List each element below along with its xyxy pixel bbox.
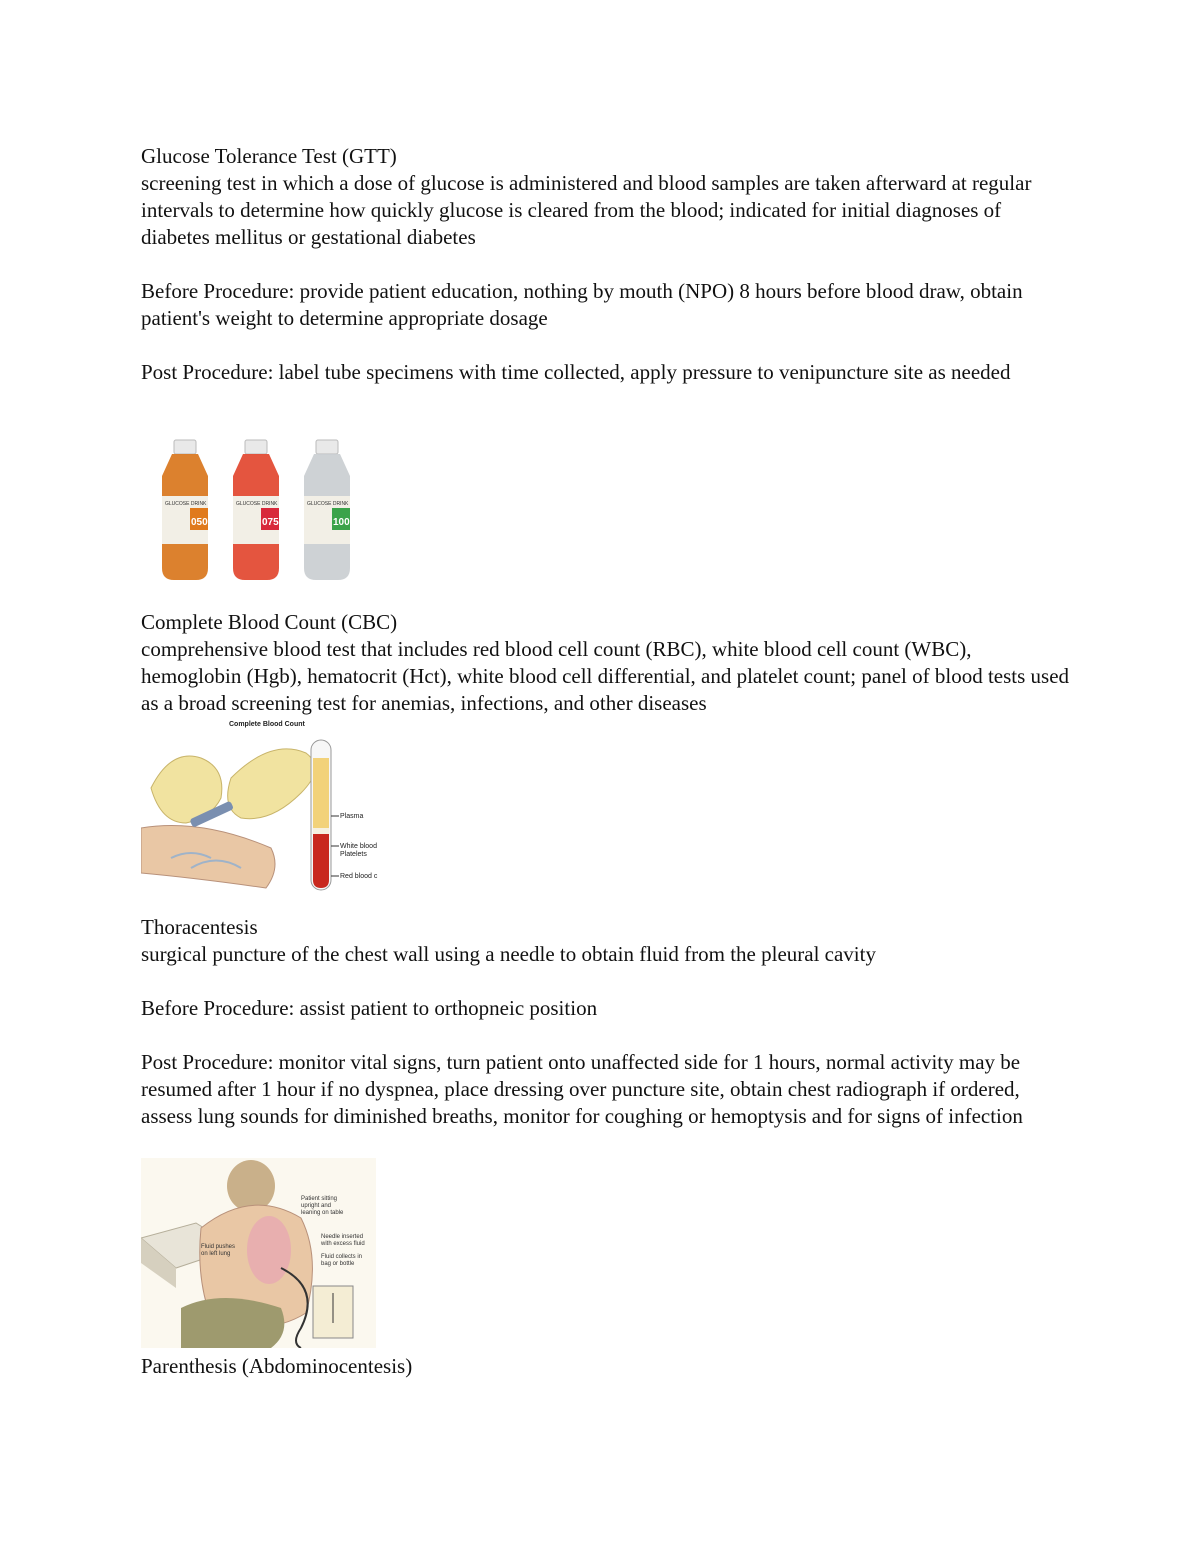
label-upright: upright and — [301, 1203, 332, 1209]
label-excess-fluid: with excess fluid — [321, 1241, 365, 1247]
label-plasma: Plasma — [340, 813, 364, 820]
bottle-label-050: 050 — [191, 517, 208, 528]
bottle-label-100: 100 — [333, 517, 350, 528]
gtt-section — [141, 143, 1071, 251]
label-fluid-collects: Fluid collects in — [321, 1254, 363, 1260]
glucose-bottles-image — [150, 438, 365, 583]
cbc-definition: comprehensive blood test that includes red blood cell count (RBC), white blood cell count (WBC), hemoglobin (Hgb), hematocrit (Hct), white blood cell differential, and platelet count; panel of blood tests used as a broad screening test for anemias, infections, and other diseases — [141, 637, 1070, 715]
thoracentesis-image — [141, 1158, 376, 1348]
test-tube — [311, 740, 331, 890]
tube-labels — [331, 813, 378, 880]
label-platelets: Platelets — [340, 851, 367, 858]
label-fluid-pushes: Fluid pushes — [201, 1244, 236, 1250]
label-patient-sitting: Patient sitting — [301, 1196, 338, 1202]
cbc-section — [141, 609, 1071, 717]
bottle-title-1: GLUCOSE DRINK — [165, 501, 207, 507]
thora-definition: surgical puncture of the chest wall using a needle to obtain fluid from the pleural cavity — [141, 942, 876, 966]
thora-section — [141, 914, 1071, 968]
thora-post-procedure: Post Procedure: monitor vital signs, turn patient onto unaffected side for 1 hours, normal activity may be resumed after 1 hour if no dyspnea, place dressing over puncture site, obtain chest radiograph if ordered, assess lung sounds for diminished breaths, monitor for coughing or hemoptysis and for signs of infection — [141, 1050, 1023, 1128]
gtt-definition: screening test in which a dose of glucose is administered and blood samples are taken afterward at regular intervals to determine how quickly glucose is cleared from the blood; indicated for initial diagnoses of diabetes mellitus or gestational diabetes — [141, 171, 1032, 249]
label-leaning: leaning on table — [301, 1210, 344, 1216]
para-section — [141, 1353, 1071, 1380]
bottle-orange — [162, 440, 208, 580]
cbc-title: Complete Blood Count (CBC) — [141, 610, 398, 634]
cbc-figure-title: Complete Blood Count — [229, 721, 305, 728]
bottle-title-3: GLUCOSE DRINK — [307, 501, 349, 507]
label-needle: Needle inserted — [321, 1234, 364, 1240]
label-white-blood: White blood — [340, 843, 377, 850]
thora-before-procedure: Before Procedure: assist patient to orthopneic position — [141, 996, 598, 1020]
gloved-hands — [151, 749, 315, 828]
gtt-before-procedure: Before Procedure: provide patient education, nothing by mouth (NPO) 8 hours before blood draw, obtain patient's weight to determine appropriate dosage — [141, 279, 1023, 330]
para-title: Parenthesis (Abdominocentesis) — [141, 1354, 413, 1378]
label-bag: bag or bottle — [321, 1261, 355, 1267]
blood-draw-image — [141, 718, 386, 910]
label-red-blood: Red blood c — [340, 873, 378, 880]
label-left-lung: on left lung — [201, 1251, 231, 1257]
gtt-post-procedure: Post Procedure: label tube specimens with time collected, apply pressure to venipuncture site as needed — [141, 360, 1011, 384]
thora-title: Thoracentesis — [141, 915, 258, 939]
arm — [141, 826, 275, 889]
bottle-red — [233, 440, 279, 580]
gtt-title: Glucose Tolerance Test (GTT) — [141, 144, 397, 168]
bottle-label-075: 075 — [262, 517, 279, 528]
bottle-title-2: GLUCOSE DRINK — [236, 501, 278, 507]
bottle-clear — [304, 440, 350, 580]
